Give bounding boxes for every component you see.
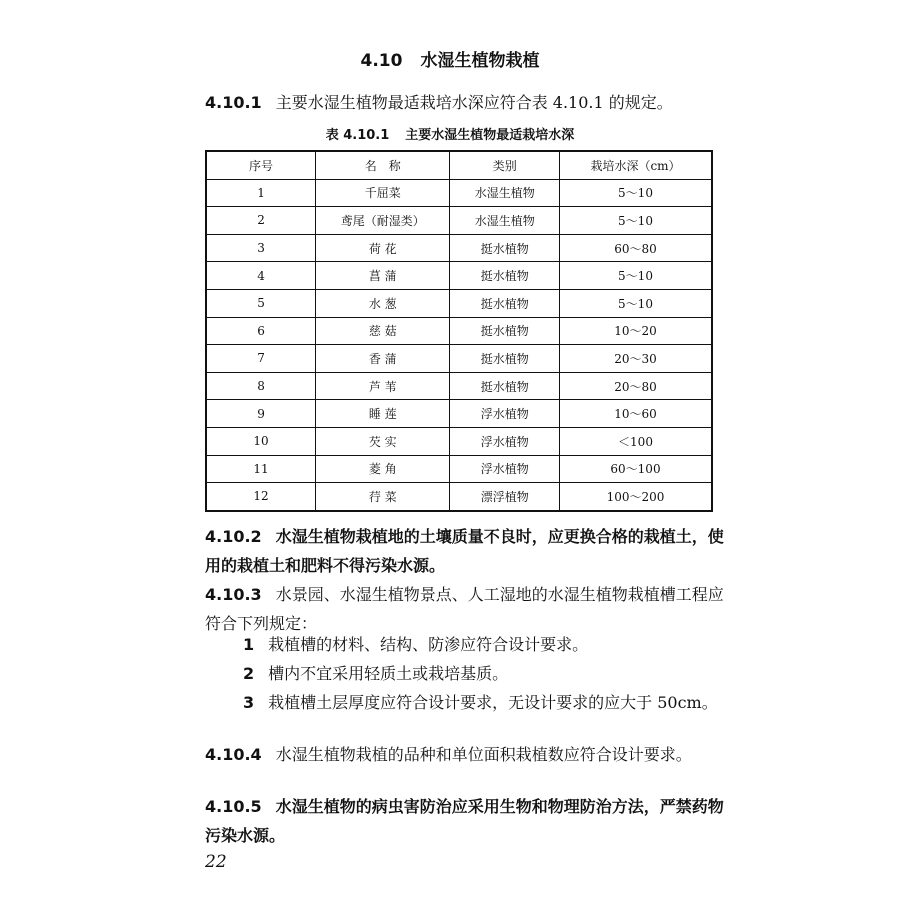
cell-category: 水湿生植物 [450, 207, 560, 235]
list-item [205, 659, 725, 688]
cell-name: 水 葱 [316, 289, 450, 317]
clause-number: 4.10.5 [205, 797, 262, 816]
cell-depth: 5～10 [560, 207, 713, 235]
cell-name: 香 蒲 [316, 345, 450, 373]
section-heading [0, 46, 900, 71]
section-title: 水湿生植物栽植 [420, 51, 540, 71]
header-name: 名 称 [316, 151, 450, 179]
cell-depth: 5～10 [560, 262, 713, 290]
clause-4-10-5 [205, 792, 725, 850]
table-header-row [206, 151, 712, 179]
cell-category: 浮水植物 [450, 400, 560, 428]
table-row [206, 234, 712, 262]
cell-name: 菖 蒲 [316, 262, 450, 290]
clause-text: 水湿生植物的病虫害防治应采用生物和物理防治方法，严禁药物污染水源。 [205, 797, 724, 845]
water-depth-table [205, 150, 713, 512]
table-title: 主要水湿生植物最适栽培水深 [405, 128, 575, 143]
cell-name: 荷 花 [316, 234, 450, 262]
cell-name: 菱 角 [316, 455, 450, 483]
cell-name: 千屈菜 [316, 179, 450, 207]
table-row [206, 372, 712, 400]
item-text: 栽植槽土层厚度应符合设计要求，无设计要求的应大于 50cm。 [268, 693, 718, 712]
list-item [205, 688, 725, 717]
item-number: 2 [243, 664, 255, 683]
cell-category: 水湿生植物 [450, 179, 560, 207]
header-category: 类别 [450, 151, 560, 179]
table-row [206, 317, 712, 345]
cell-name: 芦 苇 [316, 372, 450, 400]
cell-name: 睡 莲 [316, 400, 450, 428]
cell-category: 挺水植物 [450, 345, 560, 373]
item-text: 栽植槽的材料、结构、防渗应符合设计要求。 [268, 635, 589, 654]
cell-index: 12 [206, 483, 316, 511]
cell-depth: 60～100 [560, 455, 713, 483]
cell-index: 5 [206, 289, 316, 317]
clause-4-10-2 [205, 522, 725, 580]
cell-index: 3 [206, 234, 316, 262]
table-caption [0, 124, 900, 143]
table-row [206, 483, 712, 511]
clause-4-10-4 [205, 740, 725, 769]
item-number: 3 [243, 693, 255, 712]
table-row [206, 455, 712, 483]
table-number: 表 4.10.1 [325, 128, 390, 143]
cell-name: 慈 菇 [316, 317, 450, 345]
cell-index: 4 [206, 262, 316, 290]
item-number: 1 [243, 635, 255, 654]
clause-number: 4.10.4 [205, 745, 262, 764]
page-number: 22 [205, 852, 227, 872]
cell-category: 浮水植物 [450, 455, 560, 483]
clause-number: 4.10.2 [205, 527, 262, 546]
cell-depth: 10～20 [560, 317, 713, 345]
cell-category: 漂浮植物 [450, 483, 560, 511]
cell-depth: 5～10 [560, 179, 713, 207]
table-body [206, 179, 712, 511]
cell-depth: 100～200 [560, 483, 713, 511]
cell-category: 挺水植物 [450, 317, 560, 345]
cell-index: 8 [206, 372, 316, 400]
cell-index: 9 [206, 400, 316, 428]
table-row [206, 427, 712, 455]
cell-depth: 10～60 [560, 400, 713, 428]
cell-index: 1 [206, 179, 316, 207]
cell-name: 鸢尾（耐湿类） [316, 207, 450, 235]
cell-depth: ＜100 [560, 427, 713, 455]
clause-text: 水湿生植物栽植地的土壤质量不良时，应更换合格的栽植土，使用的栽植土和肥料不得污染水源。 [205, 527, 724, 575]
cell-index: 7 [206, 345, 316, 373]
clause-4-10-1 [205, 88, 725, 117]
table-row [206, 345, 712, 373]
cell-category: 挺水植物 [450, 262, 560, 290]
cell-category: 挺水植物 [450, 289, 560, 317]
cell-category: 挺水植物 [450, 372, 560, 400]
cell-index: 11 [206, 455, 316, 483]
clause-number: 4.10.1 [205, 93, 262, 112]
cell-name: 芡 实 [316, 427, 450, 455]
cell-category: 挺水植物 [450, 234, 560, 262]
table-row [206, 179, 712, 207]
section-number: 4.10 [360, 51, 403, 71]
cell-category: 浮水植物 [450, 427, 560, 455]
item-text: 槽内不宜采用轻质土或栽培基质。 [268, 664, 509, 683]
table-row [206, 207, 712, 235]
table-row [206, 289, 712, 317]
table-row [206, 400, 712, 428]
cell-index: 10 [206, 427, 316, 455]
clause-number: 4.10.3 [205, 585, 262, 604]
cell-depth: 20～80 [560, 372, 713, 400]
cell-index: 6 [206, 317, 316, 345]
cell-index: 2 [206, 207, 316, 235]
clause-text: 主要水湿生植物最适栽培水深应符合表 4.10.1 的规定。 [275, 93, 673, 112]
cell-depth: 5～10 [560, 289, 713, 317]
cell-name: 荇 菜 [316, 483, 450, 511]
header-index: 序号 [206, 151, 316, 179]
cell-depth: 60～80 [560, 234, 713, 262]
table-row [206, 262, 712, 290]
cell-depth: 20～30 [560, 345, 713, 373]
clause-text: 水湿生植物栽植的品种和单位面积栽植数应符合设计要求。 [275, 745, 692, 764]
list-item [205, 630, 725, 659]
header-depth: 栽培水深（cm） [560, 151, 713, 179]
clause-text: 水景园、水湿生植物景点、人工湿地的水湿生植物栽植槽工程应符合下列规定： [205, 585, 724, 633]
